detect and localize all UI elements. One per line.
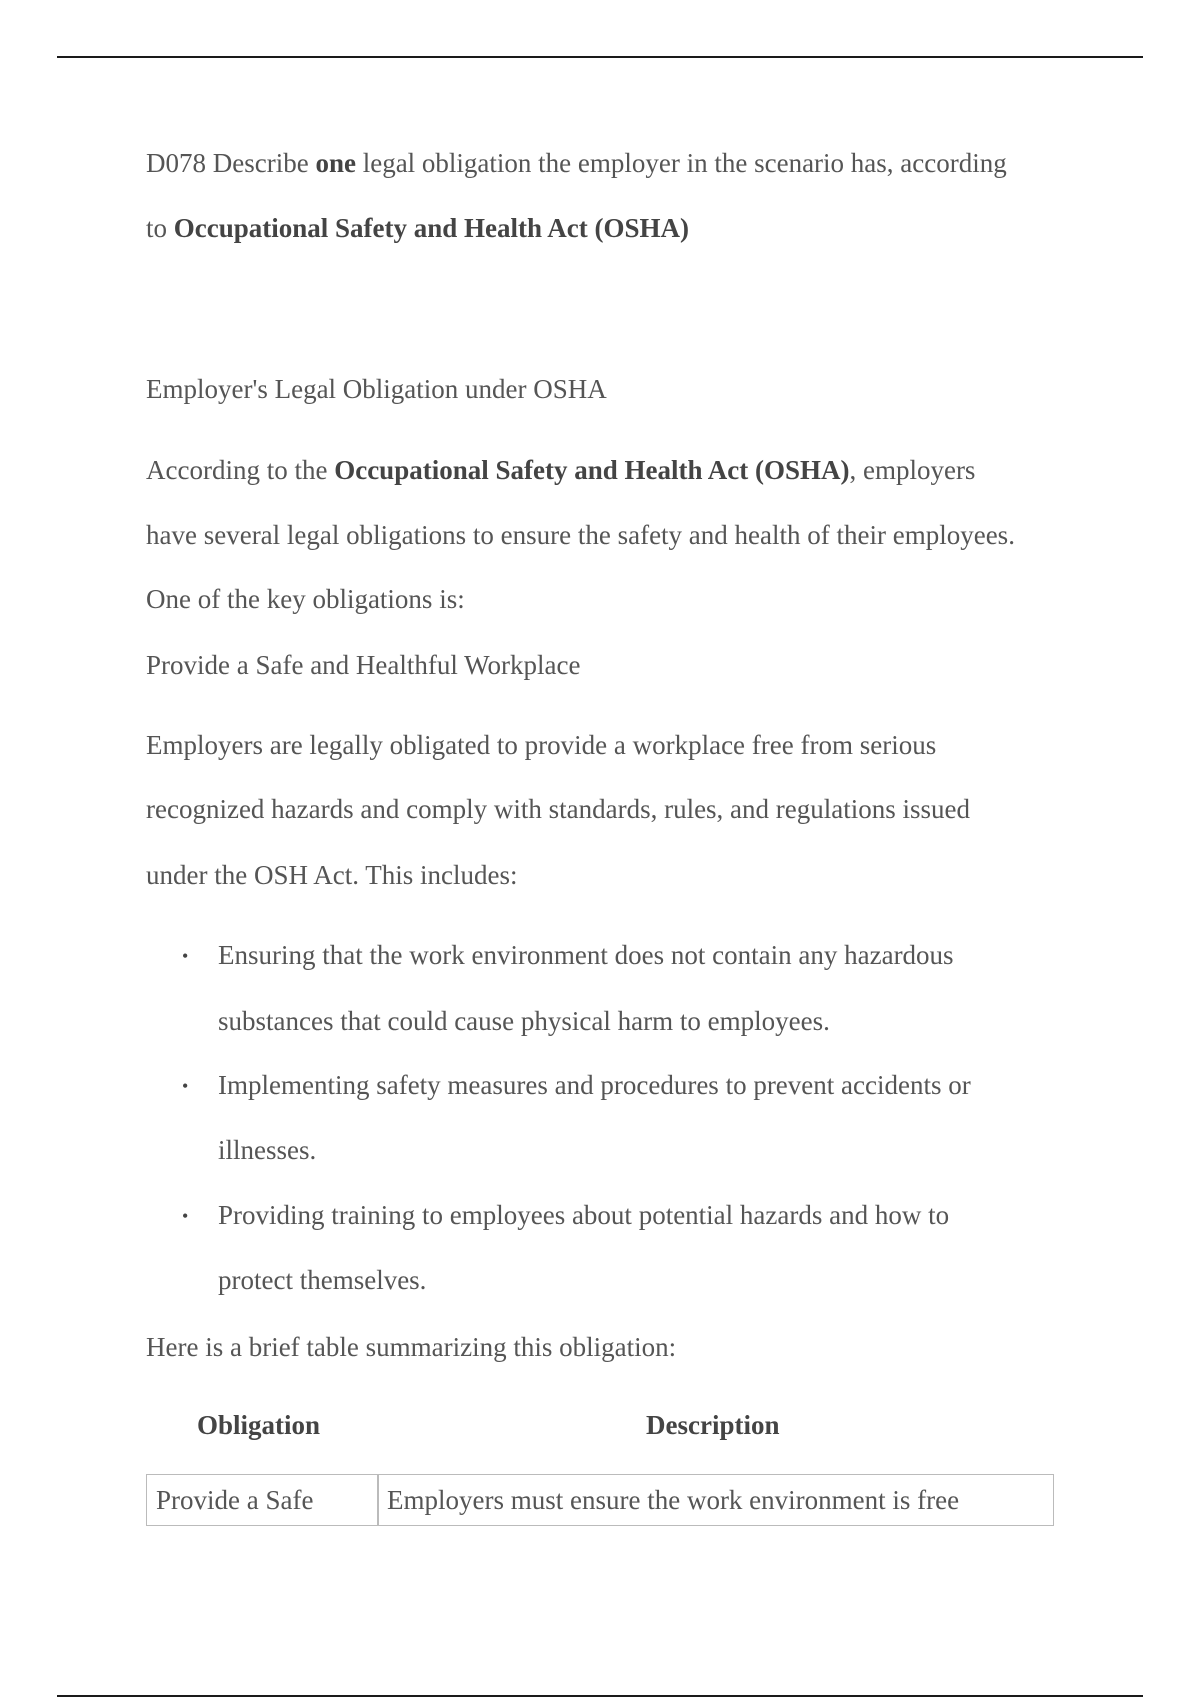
summary-table [146, 1474, 1054, 1526]
table-column-divider [377, 1475, 379, 1525]
table-header-obligation: Obligation [197, 1410, 321, 1440]
list-item-line: illnesses. [218, 1135, 317, 1165]
bullet-marker: • [182, 1076, 189, 1096]
body-line-2: recognized hazards and comply with standards, rules, and regulations issued [146, 794, 971, 824]
bullet-marker: • [182, 946, 189, 966]
subheading: Provide a Safe and Healthful Workplace [146, 650, 581, 680]
bottom-rule [57, 1695, 1143, 1697]
body-line-1: Employers are legally obligated to provide a workplace free from serious [146, 730, 937, 760]
table-cell-obligation: Provide a Safe [156, 1485, 314, 1515]
list-item-line: Ensuring that the work environment does not contain any hazardous [218, 940, 954, 970]
section-heading: Employer's Legal Obligation under OSHA [146, 374, 607, 404]
intro-line-2: have several legal obligations to ensure the safety and health of their employees. [146, 520, 1015, 550]
intro-line-1: According to the Occupational Safety and Health Act (OSHA), employers [146, 455, 976, 485]
list-item-line: Providing training to employees about potential hazards and how to [218, 1200, 950, 1230]
table-header-description: Description [646, 1410, 780, 1440]
list-item-line: protect themselves. [218, 1265, 427, 1295]
intro-line-3: One of the key obligations is: [146, 584, 465, 614]
body-line-3: under the OSH Act. This includes: [146, 860, 518, 890]
top-rule [57, 56, 1143, 58]
list-item-line: Implementing safety measures and procedures to prevent accidents or [218, 1070, 971, 1100]
bullet-marker: • [182, 1206, 189, 1226]
table-cell-description: Employers must ensure the work environment is free [387, 1485, 960, 1515]
question-line-1: D078 Describe one legal obligation the employer in the scenario has, according [146, 148, 1007, 178]
table-intro: Here is a brief table summarizing this obligation: [146, 1332, 677, 1362]
question-line-2: to Occupational Safety and Health Act (OSHA) [146, 213, 690, 243]
list-item-line: substances that could cause physical harm to employees. [218, 1006, 830, 1036]
